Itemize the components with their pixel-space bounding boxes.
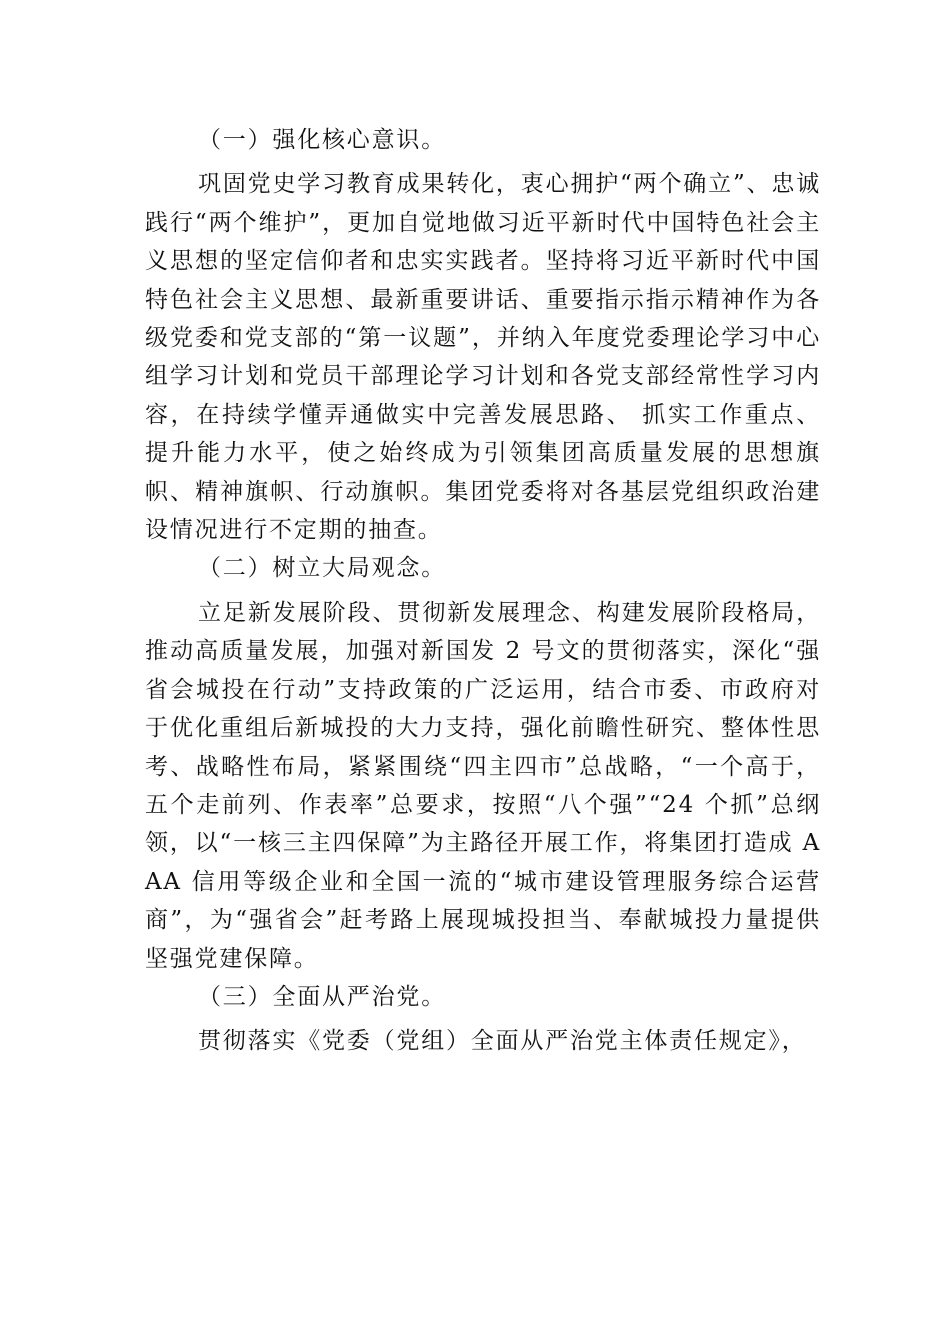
section-paragraph-1: 巩固党史学习教育成果转化，衷心拥护“两个确立”、忠诚践行“两个维护”，更加自觉地做习近平新时代中国特色社会主义思想的坚定信仰者和忠实实践者。坚持将习近平新时代中国特色社会主义思想、最新重要讲话、重要指示指示精神作为各级党委和党支部的“第一议题”，并纳入年度党委理论学习中心组学习计划和党员干部理论学习计划和各党支部经常性学习内容，在持续学懂弄通做实中完善发展思路、 抓实工作重点、提升能力水平，使之始终成为引领集团高质量发展的思想旗帜、精神旗帜、行动旗帜。集团党委将对各基层党组织政治建设情况进行不定期的抽查。 <box>145 171 821 544</box>
section-paragraph-3: 贯彻落实《党委（党组）全面从严治党主体责任规定》， <box>198 1028 807 1055</box>
section-heading-1: （一）强化核心意识。 <box>198 127 446 153</box>
section-heading-3: （三）全面从严治党。 <box>198 983 446 1010</box>
document-body <box>145 121 821 1061</box>
section-heading-2: （二）树立大局观念。 <box>198 555 446 582</box>
section-paragraph-2: 立足新发展阶段、贯彻新发展理念、构建发展阶段格局，推动高质量发展，加强对新国发 2 号文的贯彻落实，深化“强省会城投在行动”支持政策的广泛运用，结合市委、市政府对于优化重组后新城投的大力支持，强化前瞻性研究、整体性思考、战略性布局，紧紧围绕“四主四市”总战略，“一个高于，五个走前列、作表率”总要求，按照“八个强”“24 个抓”总纲领，以“一核三主四保障”为主路径开展工作，将集团打造成 AAA 信用等级企业和全国一流的“城市建设管理服务综合运营商”，为“强省会”赶考路上展现城投担当、奉献城投力量提供坚强党建保障。 <box>145 599 821 972</box>
